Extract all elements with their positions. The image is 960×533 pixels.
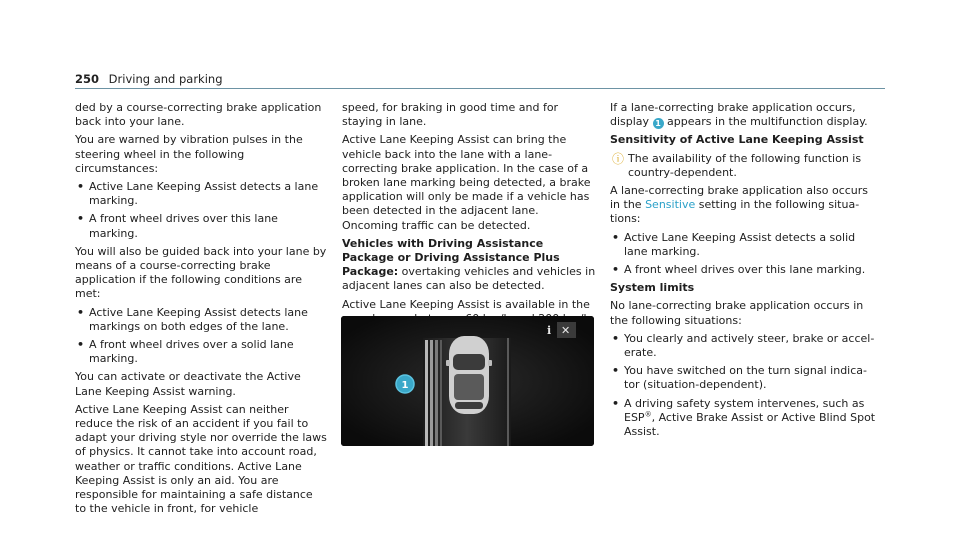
car-icon [446, 336, 492, 414]
bullet-list [610, 231, 878, 278]
bullet-icon: • [77, 338, 85, 352]
right-lane-marking [507, 338, 509, 446]
bullet-icon: • [77, 212, 85, 226]
info-icon: i [547, 324, 552, 337]
page-number: 250 [75, 72, 100, 86]
bullet-icon: • [77, 305, 85, 319]
paragraph: A lane-correcting brake application also occurs in the Sensitive setting in the following situations: [610, 184, 869, 226]
bullet-icon: • [612, 364, 620, 378]
column-1 [75, 101, 327, 520]
list-item: • A front wheel drives over this lane marking. [612, 263, 866, 277]
header-rule [75, 88, 885, 89]
column-3 [610, 101, 878, 443]
paragraph: You are warned by vibration pulses in the steering wheel in the following circumstances: [75, 133, 303, 175]
paragraph: Active Lane Keeping Assist is available in the [342, 297, 590, 311]
list-item: • You have switched on the turn signal indicator (situation-dependent). [612, 364, 868, 392]
bold-lead: Vehicles with Driving Assistance Package or Driving Assistance Plus Package: [342, 236, 560, 279]
list-item: • A driving safety system intervenes, such as ESP®, Active Brake Assist or Active Blind Spot Assist. [612, 396, 876, 439]
paragraph: If a lane-correcting brake application occurs, display 1 appears in the multifunction display. [610, 101, 868, 129]
bullet-list [75, 306, 327, 367]
page-header [75, 72, 223, 86]
section-title: Driving and parking [108, 72, 223, 86]
list-item: • Active Lane Keeping Assist detects a solid lane marking. [612, 230, 856, 258]
multifunction-display-figure [341, 316, 594, 446]
list-item: • You clearly and actively steer, brake or accelerate. [612, 331, 875, 360]
column-2 [342, 101, 598, 330]
paragraph: No lane-correcting brake application occurs in the following situations: [610, 299, 864, 327]
callout-label: 1 [401, 380, 409, 391]
list-item: • Active Lane Keeping Assist detects a lane marking. [77, 180, 319, 208]
paragraph: Active Lane Keeping Assist can bring the vehicle back into the lane with a lane-correcting brake application. In the case of a broken lane marking being detected, a brake application will only be made if a vehicle has been detected in the adjacent lane. Oncoming traffic can be detected. [342, 133, 591, 232]
setting-link: Sensitive [645, 198, 696, 212]
info-note-icon: ⓘ [612, 151, 625, 166]
paragraph: speed, for braking in good time and for staying in lane. [342, 101, 559, 129]
paragraph: You can activate or deactivate the Active Lane Keeping Assist warning. [75, 370, 301, 398]
paragraph: Vehicles with Driving Assistance Package or Driving Assistance Plus Package: overtaking vehicles and vehicles in adjacent lanes can also be detected. [342, 236, 596, 293]
bullet-icon: • [612, 396, 620, 410]
paragraph: Active Lane Keeping Assist can neither reduce the risk of an accident if you fail to adapt your driving style nor override the laws of physics. It cannot take into account road, weather or traffic conditions. Active Lane Keeping Assist is only an aid. You are responsible for maintaining a safe distance to the vehicle in front, for vehicle [75, 402, 327, 516]
close-icon: ✕ [561, 324, 571, 337]
bullet-icon: • [612, 230, 620, 244]
callout-badge: 1 [653, 118, 664, 129]
paragraph: You will also be guided back into your lane by means of a course-correcting brake application if the following conditions are met: [75, 244, 327, 301]
list-item: • A front wheel drives over this lane marking. [77, 212, 278, 240]
bullet-icon: • [77, 180, 85, 194]
section-heading: Sensitivity of Active Lane Keeping Assist [610, 133, 864, 147]
section-heading: System limits [610, 281, 695, 295]
paragraph: ded by a course-correcting brake application back into your lane. [75, 101, 322, 129]
bullet-list [75, 180, 327, 241]
list-item: • Active Lane Keeping Assist detects lane markings on both edges of the lane. [77, 305, 308, 333]
note: ⓘ The availability of the following function is country-dependent. [612, 151, 862, 179]
display-illustration [341, 316, 594, 446]
list-item: • A front wheel drives over a solid lane marking. [77, 338, 294, 366]
bullet-list [610, 332, 878, 439]
bullet-icon: • [612, 263, 620, 277]
bullet-icon: • [612, 331, 620, 345]
